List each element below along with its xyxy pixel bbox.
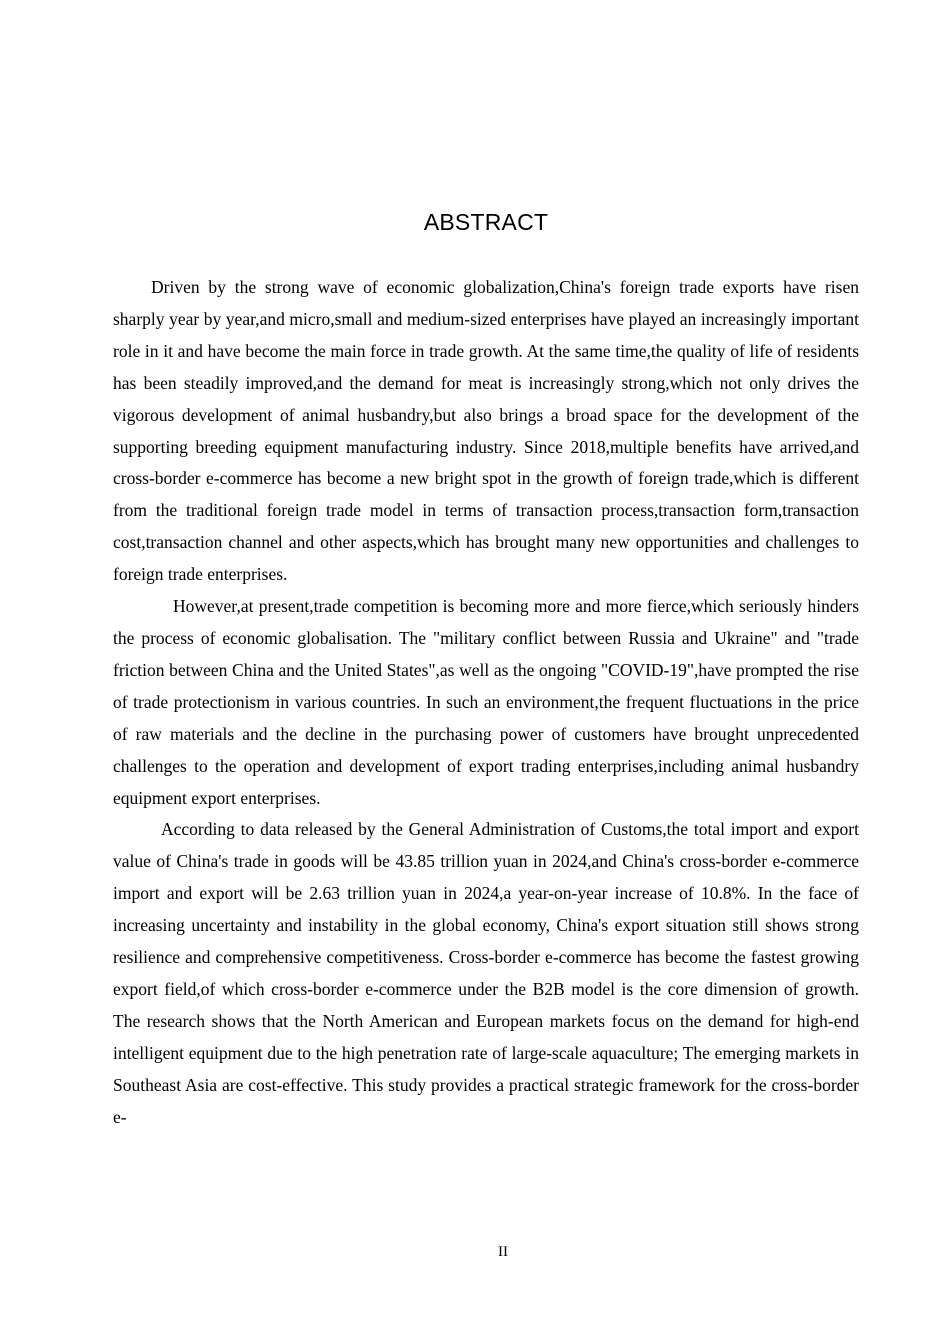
- abstract-paragraph-2: However,at present,trade competition is becoming more and more fierce,which seriously hinders the process of economic globalisation. The "military conflict between Russia and Ukraine" and "trade friction between China and the United States",as well as the ongoing "COVID-19",have prompted the rise of trade protectionism in various countries. In such an environment,the frequent fluctuations in the price of raw materials and the decline in the purchasing power of customers have brought unprecedented challenges to the operation and development of export trading enterprises,including animal husbandry equipment export enterprises.: [113, 596, 859, 808]
- abstract-body: [113, 272, 859, 1133]
- abstract-title: ABSTRACT: [423, 209, 549, 235]
- page-number: II: [498, 1244, 508, 1260]
- abstract-paragraph-1: Driven by the strong wave of economic globalization,China's foreign trade exports have risen sharply year by year,and micro,small and medium-sized enterprises have played an increasingly important role in it and have become the main force in trade growth. At the same time,the quality of life of residents has been steadily improved,and the demand for meat is increasingly strong,which not only drives the vigorous development of animal husbandry,but also brings a broad space for the development of the supporting breeding equipment manufacturing industry. Since 2018,multiple benefits have arrived,and cross-border e-commerce has become a new bright spot in the growth of foreign trade,which is different from the traditional foreign trade model in terms of transaction process,transaction form,transaction cost,transaction channel and other aspects,which has brought many new opportunities and challenges to foreign trade enterprises.: [113, 277, 859, 585]
- abstract-paragraph-3: According to data released by the General Administration of Customs,the total import and export value of China's trade in goods will be 43.85 trillion yuan in 2024,and China's cross-border e-commerce import and export will be 2.63 trillion yuan in 2024,a year-on-year increase of 10.8%. In the face of increasing uncertainty and instability in the global economy, China's export situation still shows strong resilience and comprehensive competitiveness. Cross-border e-commerce has become the fastest growing export field,of which cross-border e-commerce under the B2B model is the core dimension of growth. The research shows that the North American and European markets focus on the demand for high-end intelligent equipment due to the high penetration rate of large-scale aquaculture; The emerging markets in Southeast Asia are cost-effective. This study provides a practical strategic framework for the cross-border e-: [113, 819, 859, 1127]
